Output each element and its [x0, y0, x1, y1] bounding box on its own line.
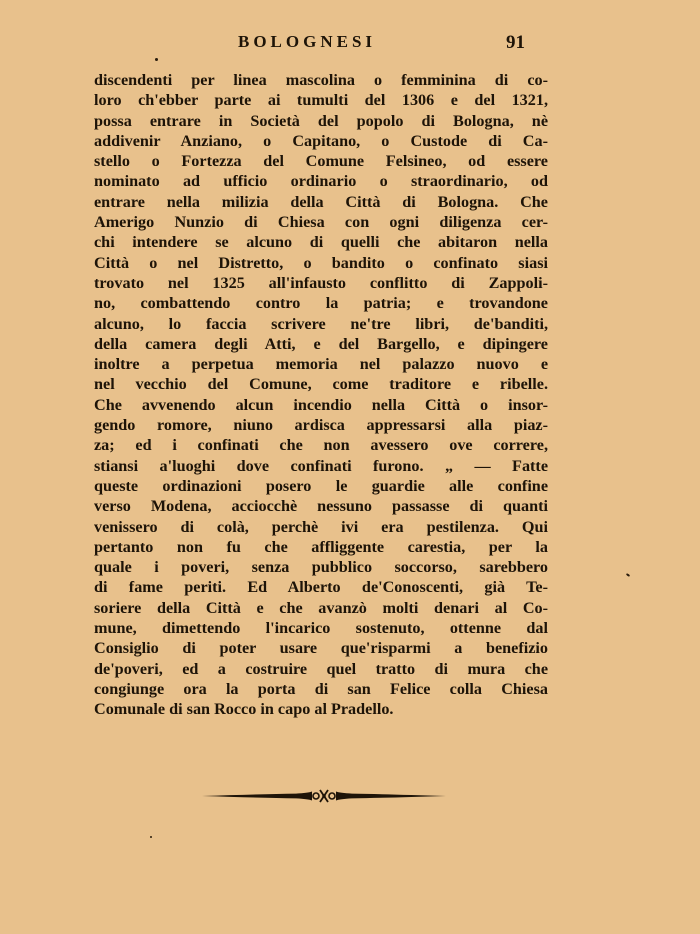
text-line: stello o Fortezza del Comune Felsineo, od essere — [94, 152, 548, 171]
text-line: de'poveri, ed a costruire quel tratto di mura che — [94, 659, 548, 678]
ink-speck — [150, 836, 152, 838]
text-line: della camera degli Atti, e del Bargello, e dipingere — [94, 334, 548, 353]
text-line: possa entrare in Società del popolo di Bologna, nè — [94, 111, 548, 130]
text-line: chi intendere se alcuno di quelli che abitaron nella — [94, 233, 548, 252]
text-line-last: Comunale di san Rocco in capo al Pradello. — [94, 700, 394, 719]
text-line: Città o nel Distretto, o bandito o confinato siasi — [94, 253, 548, 272]
text-line: nominato ad ufficio ordinario o straordinario, od — [94, 172, 548, 191]
text-line: queste ordinazioni posero le guardie alle confine — [94, 476, 548, 495]
text-line: verso Modena, acciocchè nessuno passasse di quanti — [94, 497, 548, 516]
text-line: venissero di colà, perchè ivi era pestilenza. Qui — [94, 517, 548, 536]
text-line: stiansi a'luoghi dove confinati furono. „ — Fatte — [94, 456, 548, 475]
ink-speck — [155, 58, 158, 61]
text-line: nel vecchio del Comune, come traditore e ribelle. — [94, 375, 548, 394]
text-line: alcuno, lo faccia scrivere ne'tre libri, de'banditi, — [94, 314, 548, 333]
text-line: inoltre a perpetua memoria nel palazzo nuovo e — [94, 355, 548, 374]
text-line: Amerigo Nunzio di Chiesa con ogni diligenza cer- — [94, 213, 548, 232]
text-line: discendenti per linea mascolina o femminina di co- — [94, 71, 548, 89]
text-line: pertanto non fu che affliggente carestia, per la — [94, 537, 548, 556]
text-line: congiunge ora la porta di san Felice colla Chiesa — [94, 679, 548, 698]
text-line: quale i poveri, senza pubblico soccorso, sarebbero — [94, 558, 548, 577]
tailpiece-ornament-icon — [200, 786, 448, 806]
text-line: no, combattendo contro la patria; e trovandone — [94, 294, 548, 313]
page-number: 91 — [506, 32, 525, 53]
text-line: za; ed i confinati che non avessero ove correre, — [94, 436, 548, 455]
text-line: mune, dimettendo l'incarico sostenuto, ottenne dal — [94, 619, 548, 638]
text-line: loro ch'ebber parte ai tumulti del 1306 e del 1321, — [94, 91, 548, 110]
text-line: soriere della Città e che avanzò molti denari al Co- — [94, 598, 548, 617]
running-title: BOLOGNESI — [238, 32, 377, 51]
text-line: di fame periti. Ed Alberto de'Conoscenti, già Te- — [94, 578, 548, 597]
text-line: addivenir Anziano, o Capitano, o Custode di Ca- — [94, 131, 548, 150]
ink-speck — [626, 573, 630, 577]
text-line: Consiglio di poter usare que'risparmi a benefizio — [94, 639, 548, 658]
text-line: gendo romore, niuno ardisca appressarsi alla piaz- — [94, 416, 548, 435]
text-line: trovato nel 1325 all'infausto conflitto di Zappoli- — [94, 273, 548, 292]
text-line: Che avvenendo alcun incendio nella Città o insor- — [94, 395, 548, 414]
text-line: entrare nella milizia della Città di Bologna. Che — [94, 192, 548, 211]
body-text — [94, 70, 548, 720]
